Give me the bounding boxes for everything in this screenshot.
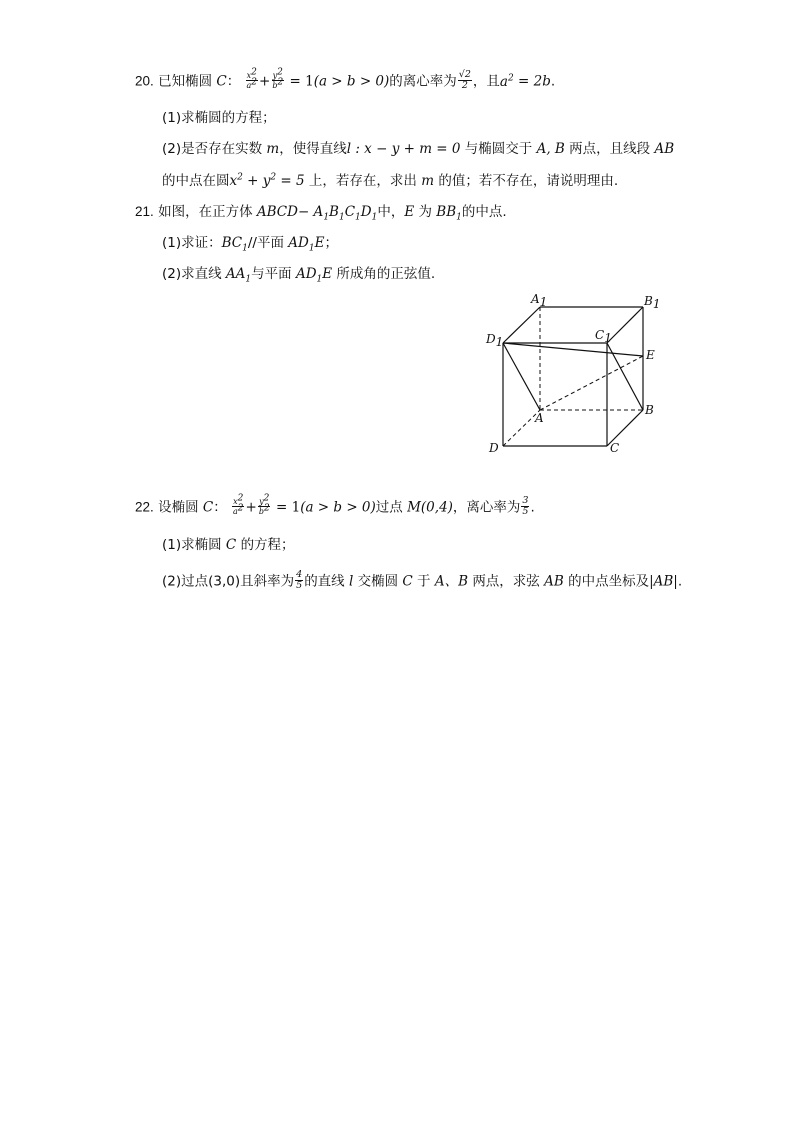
q21-text-b: 中，: [377, 204, 405, 220]
q22-period: .: [530, 499, 535, 516]
q21-text-a: 如图，在正方体: [158, 204, 253, 220]
q20-p2-m: m: [266, 141, 280, 157]
q21-stem: 21. 如图，在正方体 ABCD− $A_1B_1C_1D_1$中，E 为 $BB_1$的中点.: [135, 204, 507, 223]
q22-pass: 过点: [375, 499, 403, 516]
edge-cb: [607, 410, 643, 446]
q22-c-label: C: [202, 499, 214, 516]
label-a: A: [535, 411, 544, 425]
label-c: C: [610, 441, 620, 455]
q21-part2: (2)求直线 $AA_1$与平面 $AD_1E$ 所成角的正弦值.: [162, 266, 436, 285]
q20-p2-ab: A, B: [536, 141, 565, 157]
q22-frac-x: $\frac{x^2}{a^2}$: [233, 493, 244, 516]
q20-p2-line: l : x − y + m = 0: [346, 141, 461, 157]
q22-p1a: (1)求椭圆: [162, 537, 222, 553]
q22-p2-l: l: [348, 573, 354, 590]
q20-part1: (1)求椭圆的方程；: [162, 110, 276, 126]
label-a1: A1: [531, 292, 548, 309]
segment-d1e: [503, 343, 643, 356]
q22-slope-frac: $\frac{4}{5}$: [296, 569, 303, 591]
q22-number: 22.: [135, 499, 154, 515]
q20-intro: 已知椭圆: [158, 73, 213, 90]
edge-d1a1: [503, 307, 540, 343]
q22-p2-end: .: [677, 573, 683, 590]
q20-p2e: 的中点在圆: [162, 173, 230, 189]
q20-ecc-frac: $\frac{√2}{2}$: [458, 69, 471, 91]
q22-p2-abs: |AB|: [649, 573, 678, 590]
q20-p2-m2: m: [421, 173, 435, 189]
q20-c-label: C: [216, 73, 227, 90]
q21-part1: (1)求证：$BC_1//$平面 $AD_1E$；: [162, 235, 338, 254]
q21-text-d: 的中点.: [461, 204, 507, 220]
q20-frac-x: $\frac{x^2}{a^2}$: [246, 67, 258, 90]
q20-frac-y: $\frac{y^2}{b^2}$: [272, 67, 284, 90]
q21-p1-end: ；: [324, 235, 338, 251]
q20-period: .: [550, 73, 556, 90]
q22-p2b: 的直线: [304, 573, 345, 590]
q22-condition: (a > b > 0): [300, 499, 376, 516]
label-b1: B1: [644, 294, 661, 311]
q22-p1-c: C: [225, 537, 237, 553]
q20-p2b: ，使得直线: [279, 141, 347, 157]
q20-p2g: 的值；若不存在，请说明理由.: [438, 173, 619, 189]
edge-c1b1: [607, 307, 643, 343]
q22-point-m: M(0,4): [407, 499, 453, 516]
label-d: D: [489, 441, 499, 455]
q21-text-c: 为: [418, 204, 432, 220]
q21-p2b: 与平面: [251, 266, 292, 282]
q20-ecc-text: 的离心率为: [389, 73, 457, 90]
q22-stem: 22. 设椭圆 C： $\frac{x^2}{a^2}$ + $\frac{y^2}{b^2}$ = 1(a > b > 0)过点 M(0,4)，离心率为 $\frac{3}{5}$ .: [135, 493, 535, 517]
hidden-ae: [540, 356, 643, 410]
q22-part2: [162, 571, 682, 592]
q20-p2-circle: = 5: [280, 173, 305, 189]
q22-p2-c: C: [402, 573, 413, 590]
q22-p2a: (2)过点(3,0)且斜率为: [162, 573, 295, 590]
q22-intro: 设椭圆: [158, 499, 199, 516]
q22-ecc-frac: $\frac{3}{5}$: [522, 495, 529, 517]
q20-part2-line2: 的中点在圆$x^2 + y^2 = 5$ 上，若存在，求出 m 的值；若不存在，请说明理由.: [162, 172, 619, 189]
edge-d1a: [503, 343, 540, 410]
q20-condition: (a > b > 0): [313, 73, 390, 90]
label-d1: D1: [486, 332, 504, 349]
q22-p2c: 交椭圆: [357, 573, 399, 590]
q22-frac-y: $\frac{y^2}{b^2}$: [258, 493, 270, 516]
q22-part1: [162, 535, 295, 555]
q20-p2a: (2)是否存在实数: [162, 141, 263, 157]
label-c1: C1: [595, 328, 612, 345]
q20-p2f: 上，若存在，求出: [308, 173, 417, 189]
edge-c1b: [607, 343, 643, 410]
label-b: B: [645, 403, 654, 417]
q22-p1b: 的方程；: [240, 537, 295, 553]
q21-p2a: (2)求直线: [162, 266, 222, 282]
q20-a2-eq: = 2b: [518, 73, 551, 90]
q20-colon: ：: [226, 73, 241, 90]
q22-p2d: 于: [417, 573, 431, 590]
q21-number: 21.: [135, 204, 154, 219]
q20-stem: 20. 已知椭圆 C： $\frac{x^2}{a^2}$ + $\frac{y^2}{b^2}$ = 1(a > b > 0)的离心率为 $\frac{√2}{2}$ ，且$a^2 = 2b$.: [135, 67, 556, 91]
hidden-da: [503, 410, 540, 446]
q20-p2c: 与椭圆交于: [464, 141, 533, 157]
label-e: E: [646, 348, 655, 362]
q20-p2-seg: AB: [654, 141, 675, 157]
q21-p1a: (1)求证：: [162, 235, 222, 251]
q21-p1b: //平面: [247, 235, 284, 251]
q22-ecc-text: ，离心率为: [452, 499, 521, 516]
q20-number: 20.: [135, 73, 154, 89]
q20-p2d: 两点，且线段: [569, 141, 651, 157]
q22-colon: ：: [213, 499, 227, 516]
q22-p2f: 的中点坐标及: [568, 573, 650, 590]
q22-p2e: 两点，求弦: [472, 573, 540, 590]
q20-and: ，且: [472, 73, 500, 90]
q21-cube: ABCD: [256, 204, 298, 220]
q22-p2-seg: AB: [544, 573, 564, 590]
q22-p2-ab: A、B: [434, 573, 469, 590]
q20-part2-line1: [162, 139, 674, 159]
q21-p2c: 所成角的正弦值.: [336, 266, 436, 282]
q21-e: E: [404, 204, 415, 220]
